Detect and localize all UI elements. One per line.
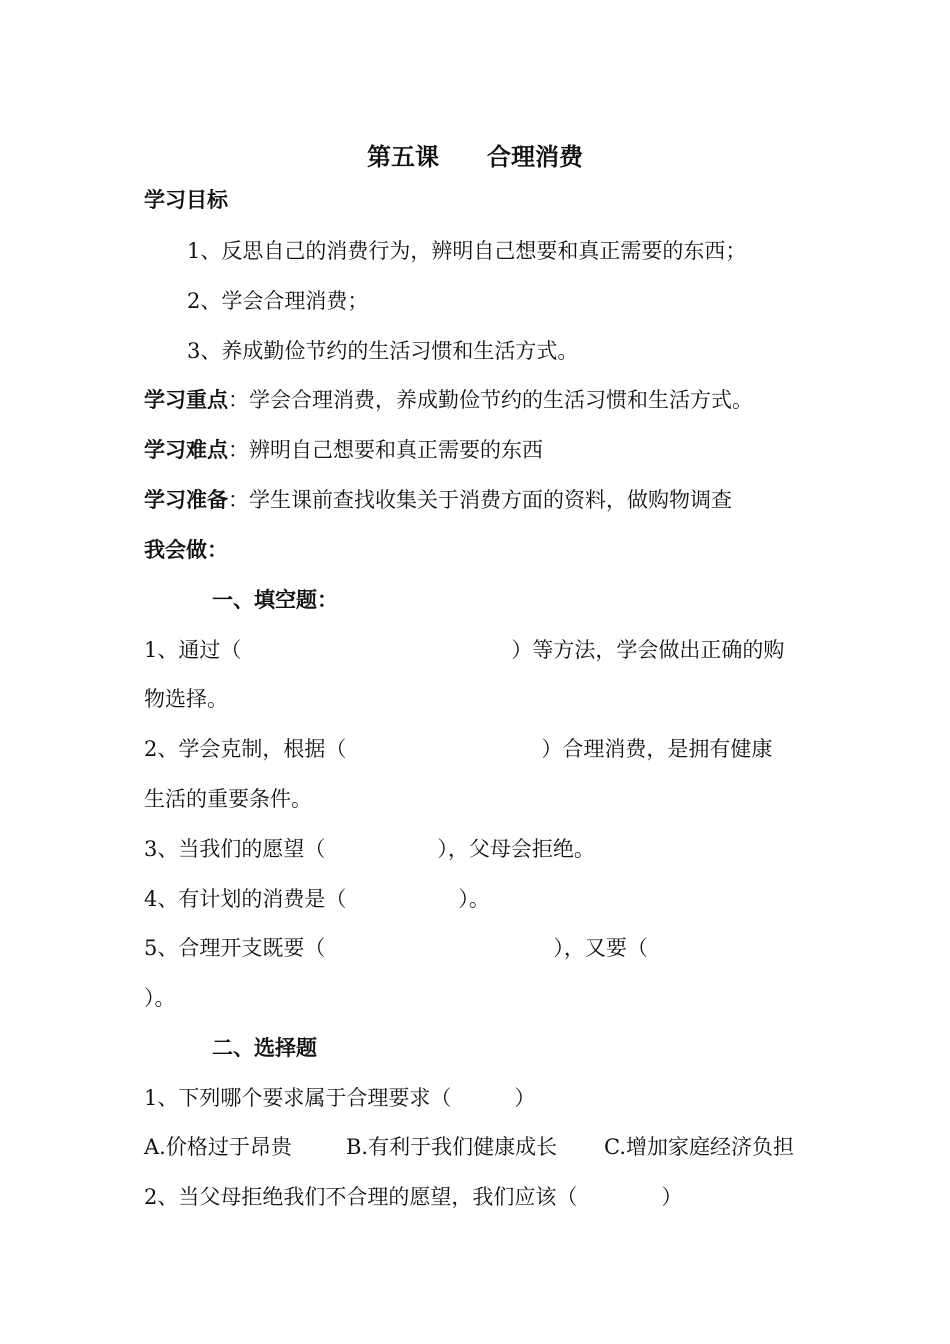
fill-question-1: [144, 635, 784, 665]
difficulty: [144, 435, 543, 465]
preparation: [144, 485, 732, 515]
difficulty-sep: ：: [228, 438, 249, 462]
question-text: ）。: [458, 887, 490, 911]
question-text: 4、有计划的消费是（: [144, 887, 347, 911]
objective-item: 2、学会合理消费；: [187, 289, 369, 313]
preparation-sep: ：: [228, 488, 249, 512]
question-text: ），又要（: [553, 936, 648, 960]
objective-item: 1、反思自己的消费行为，辨明自己想要和真正需要的东西；: [187, 239, 747, 263]
objective-item: 3、养成勤俭节约的生活习惯和生活方式。: [187, 339, 579, 363]
key-point-sep: ：: [228, 388, 249, 412]
question-text: 1、通过（: [144, 638, 242, 662]
difficulty-label: 学习难点: [144, 438, 228, 462]
key-point-text: 学会合理消费，养成勤俭节约的生活习惯和生活方式。: [249, 388, 753, 412]
question-text: 5、合理开支既要（: [144, 936, 326, 960]
page-title: 第五课 合理消费: [367, 143, 583, 171]
choice-option-b[interactable]: B.有利于我们健康成长: [346, 1135, 558, 1159]
fill-question-1-cont: 物选择。: [144, 687, 228, 711]
question-text: 2、学会克制，根据（: [144, 737, 347, 761]
preparation-label: 学习准备: [144, 488, 228, 512]
fill-question-4: [144, 884, 490, 914]
can-do-heading: 我会做：: [144, 538, 228, 562]
fill-question-3: [144, 834, 595, 864]
choice-option-a[interactable]: A.价格过于昂贵: [144, 1135, 292, 1159]
question-text: ），父母会拒绝。: [437, 837, 595, 861]
choice-question-1: 1、下列哪个要求属于合理要求（ ）: [144, 1086, 536, 1110]
choice-heading: 二、选择题: [212, 1036, 317, 1060]
preparation-text: 学生课前查找收集关于消费方面的资料，做购物调查: [249, 488, 732, 512]
fill-question-2-cont: 生活的重要条件。: [144, 787, 312, 811]
difficulty-text: 辨明自己想要和真正需要的东西: [249, 438, 543, 462]
question-text: ）合理消费，是拥有健康: [541, 737, 773, 761]
choice-option-c[interactable]: C.增加家庭经济负担: [604, 1135, 794, 1159]
key-point: [144, 385, 753, 415]
choice-question-2: 2、当父母拒绝我们不合理的愿望，我们应该（ ）: [144, 1185, 683, 1209]
fill-question-5-cont: ）。: [144, 986, 176, 1010]
question-text: 3、当我们的愿望（: [144, 837, 326, 861]
objectives-heading: 学习目标: [144, 188, 228, 212]
question-text: ）等方法，学会做出正确的购: [511, 638, 785, 662]
fill-question-5: [144, 933, 648, 963]
fill-blank-heading: 一、填空题：: [212, 588, 338, 612]
fill-question-2: [144, 734, 772, 764]
key-point-label: 学习重点: [144, 388, 228, 412]
